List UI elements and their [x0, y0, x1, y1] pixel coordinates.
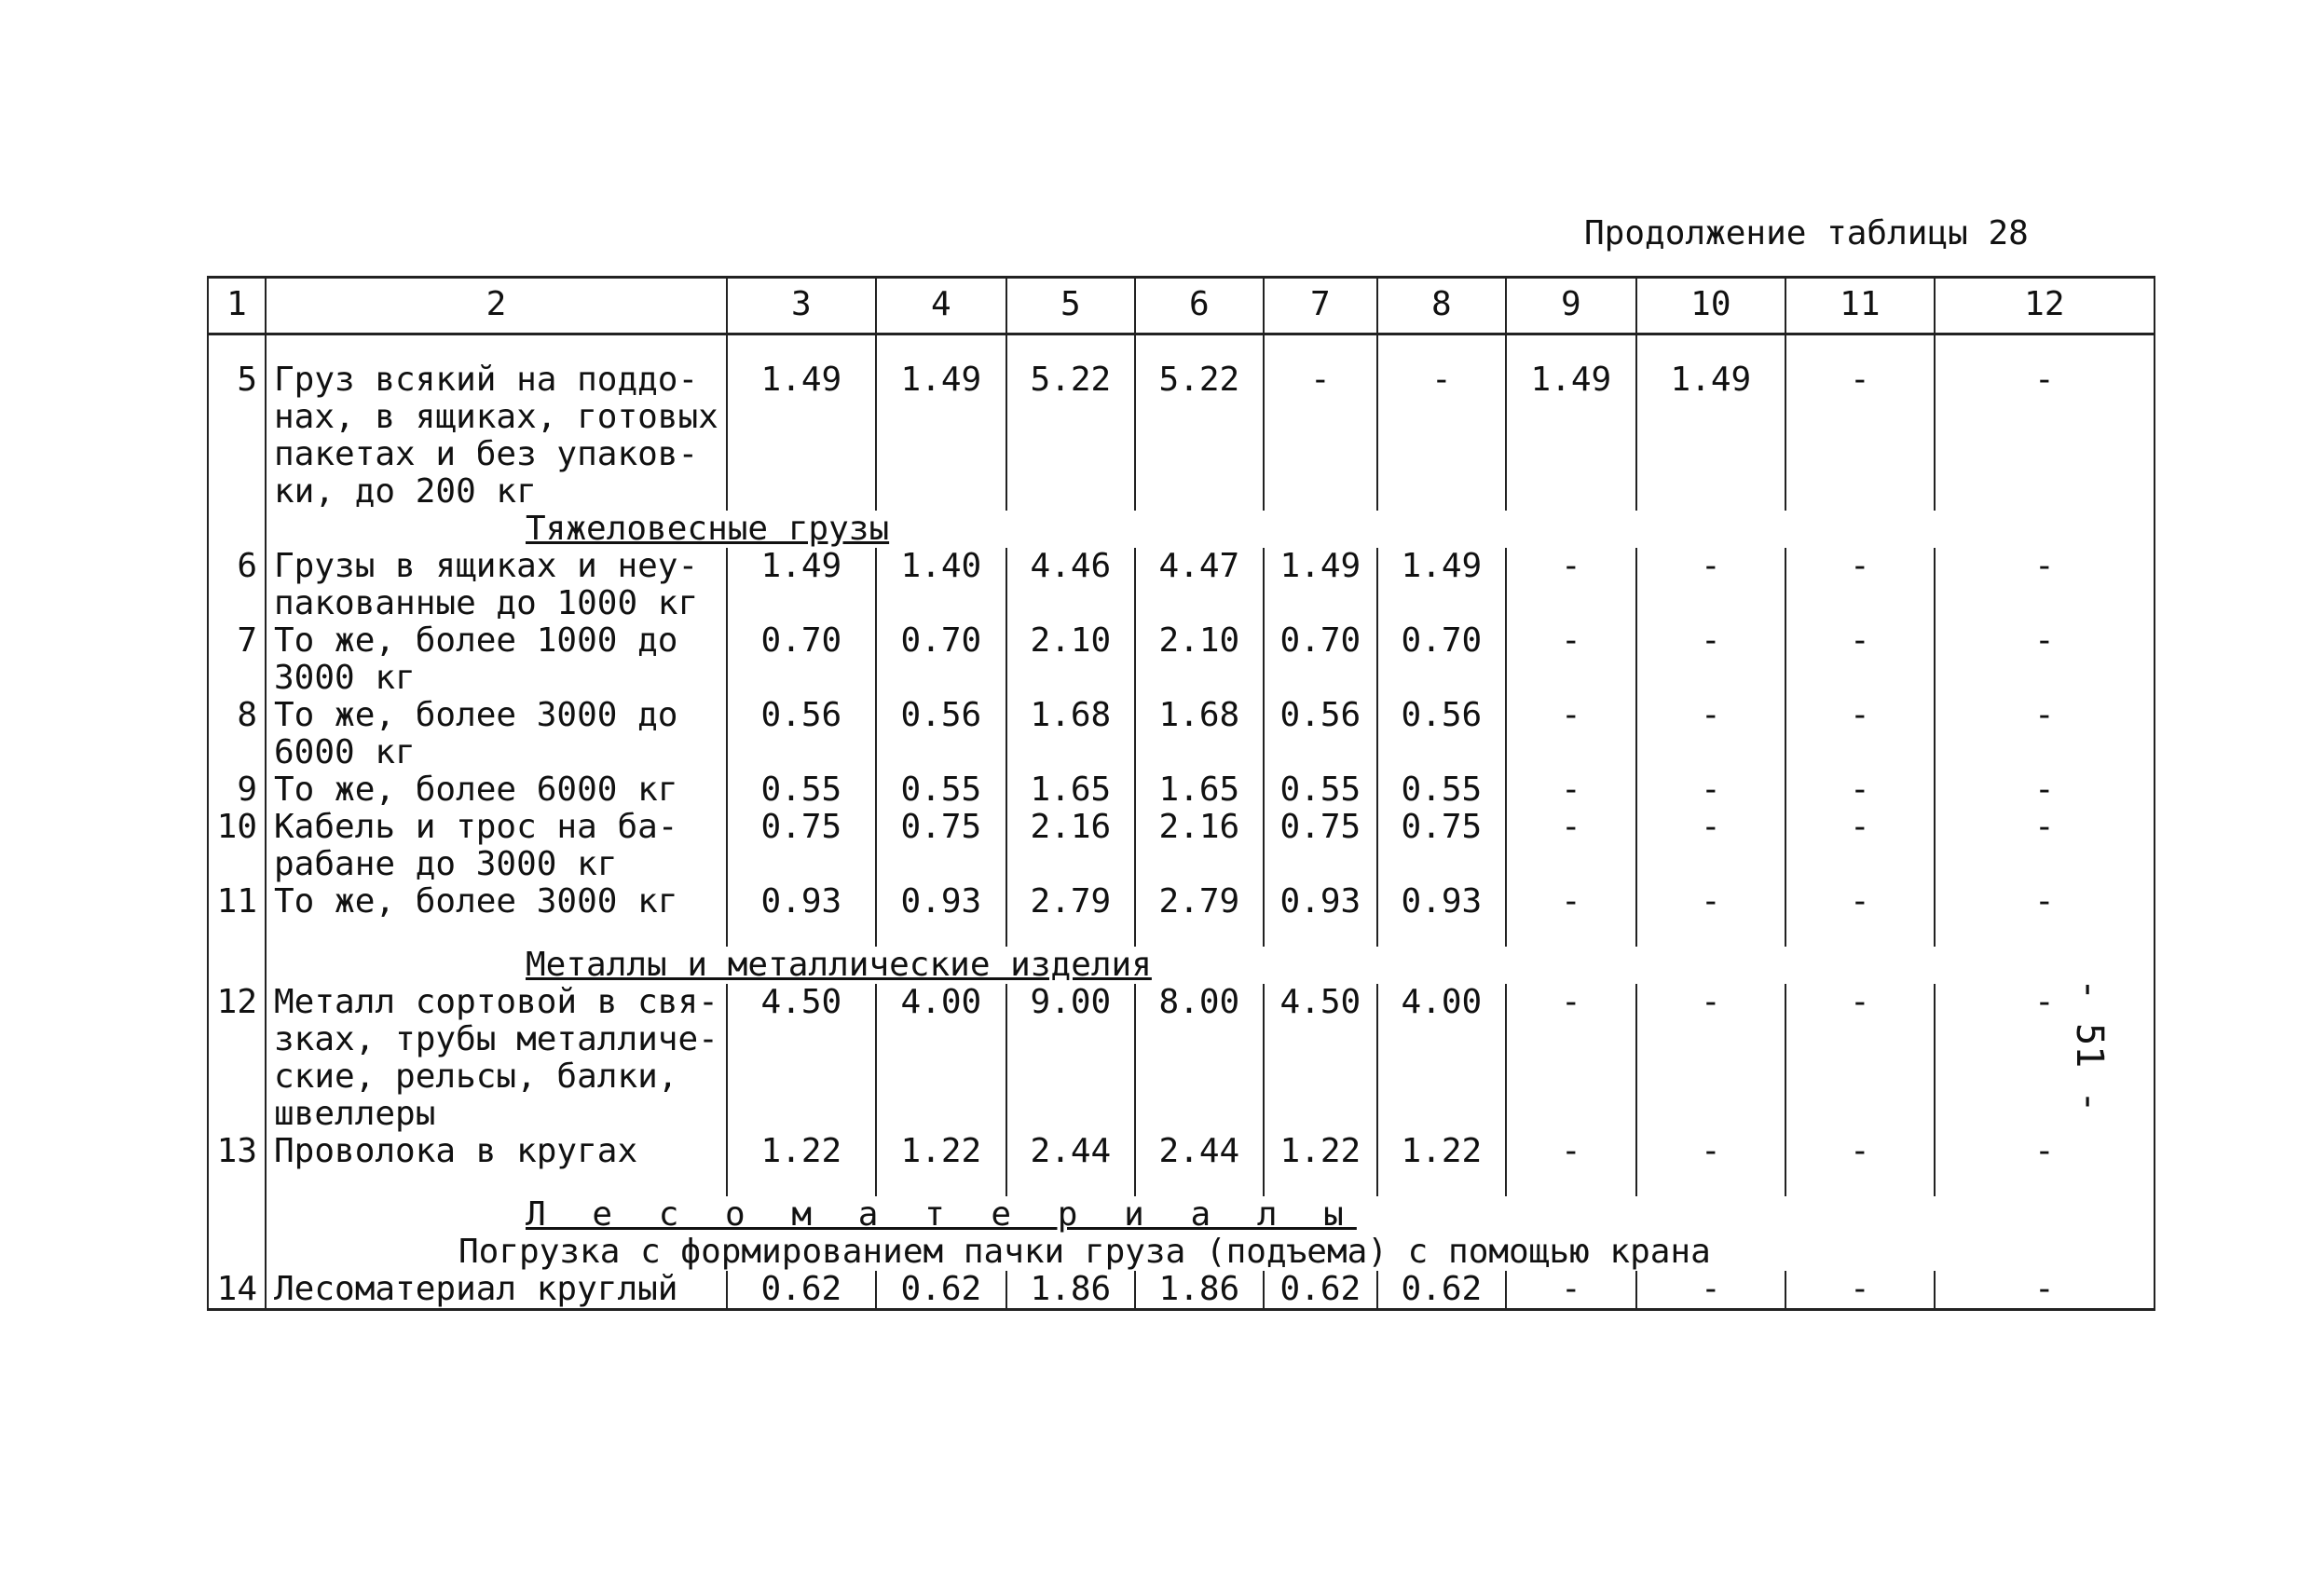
description-line: Лесоматериал круглый — [274, 1270, 678, 1308]
value-cell: 1.86 — [1006, 1271, 1135, 1310]
table-row — [208, 984, 2155, 1133]
row-number: 7 — [208, 622, 266, 697]
page-number: - 51 - — [2068, 978, 2111, 1113]
value-cell: - — [1636, 809, 1785, 883]
value-cell: 1.22 — [876, 1133, 1006, 1170]
value-cell: 0.62 — [727, 1271, 876, 1310]
value-cell: - — [1785, 771, 1935, 809]
value-cell: - — [1636, 883, 1785, 921]
value-cell: 0.75 — [1264, 809, 1377, 883]
description-line: Груз всякий на поддо- — [274, 361, 699, 399]
value-cell: 0.56 — [727, 697, 876, 771]
value-cell: 1.49 — [1264, 548, 1377, 622]
section-row — [208, 511, 2155, 548]
value-cell: 4.00 — [1377, 984, 1506, 1133]
value-cell: - — [1935, 984, 2155, 1133]
value-cell: 0.70 — [727, 622, 876, 697]
row-number: 13 — [208, 1133, 266, 1170]
value-cell: - — [1785, 622, 1935, 697]
value-cell: 0.70 — [1264, 622, 1377, 697]
value-cell: - — [1785, 548, 1935, 622]
row-number: 5 — [208, 361, 266, 511]
row-number: 6 — [208, 548, 266, 622]
value-cell: - — [1935, 697, 2155, 771]
value-cell: 4.46 — [1006, 548, 1135, 622]
value-cell: - — [1935, 1133, 2155, 1170]
row-number: 8 — [208, 697, 266, 771]
value-cell: - — [1506, 883, 1636, 921]
row-description — [266, 984, 727, 1133]
value-cell: 0.55 — [727, 771, 876, 809]
description-line: пакетах и без упаков- — [274, 435, 699, 473]
description-line: Металл сортовой в свя- — [274, 983, 718, 1021]
row-description — [266, 548, 727, 622]
description-line: Грузы в ящиках и неу- — [274, 547, 699, 585]
value-cell: - — [1785, 697, 1935, 771]
value-cell: - — [1935, 548, 2155, 622]
table-row — [208, 622, 2155, 697]
row-number: 12 — [208, 984, 266, 1133]
norms-table — [207, 276, 2155, 1311]
value-cell: 2.10 — [1135, 622, 1264, 697]
section-heading-metals: Металлы и металлические изделия — [266, 947, 2155, 984]
value-cell: 1.49 — [727, 361, 876, 511]
value-cell: 0.70 — [1377, 622, 1506, 697]
column-header: 2 — [266, 286, 727, 334]
value-cell: 1.49 — [727, 548, 876, 622]
column-header: 4 — [876, 286, 1006, 334]
value-cell: - — [1636, 548, 1785, 622]
value-cell: 4.00 — [876, 984, 1006, 1133]
description-line: швеллеры — [274, 1095, 436, 1133]
value-cell: 9.00 — [1006, 984, 1135, 1133]
value-cell: 2.10 — [1006, 622, 1135, 697]
value-cell: 0.55 — [876, 771, 1006, 809]
description-line: нах, в ящиках, готовых — [274, 398, 718, 436]
row-number: 9 — [208, 771, 266, 809]
row-number: 14 — [208, 1271, 266, 1310]
value-cell: 1.65 — [1135, 771, 1264, 809]
table-header-row — [208, 286, 2155, 334]
value-cell: 1.49 — [1506, 361, 1636, 511]
row-description — [266, 1133, 727, 1170]
value-cell: - — [1935, 1271, 2155, 1310]
value-cell: 2.44 — [1006, 1133, 1135, 1170]
value-cell: 1.86 — [1135, 1271, 1264, 1310]
value-cell: 8.00 — [1135, 984, 1264, 1133]
row-description — [266, 809, 727, 883]
description-line: ки, до 200 кг — [274, 472, 537, 511]
value-cell: 1.49 — [876, 361, 1006, 511]
table-row — [208, 1271, 2155, 1310]
description-line: То же, более 1000 до — [274, 621, 678, 660]
table-row — [208, 361, 2155, 511]
value-cell: - — [1636, 1271, 1785, 1310]
value-cell: - — [1506, 809, 1636, 883]
table-caption: Продолжение таблицы 28 — [1584, 214, 2029, 252]
value-cell: - — [1506, 697, 1636, 771]
column-header: 10 — [1636, 286, 1785, 334]
value-cell: - — [1377, 361, 1506, 511]
value-cell: - — [1785, 1271, 1935, 1310]
value-cell: 4.50 — [727, 984, 876, 1133]
value-cell: 0.93 — [1264, 883, 1377, 921]
row-description — [266, 771, 727, 809]
value-cell: 0.75 — [727, 809, 876, 883]
value-cell: 1.49 — [1636, 361, 1785, 511]
value-cell: 1.65 — [1006, 771, 1135, 809]
description-line: пакованные до 1000 кг — [274, 584, 699, 622]
column-header: 8 — [1377, 286, 1506, 334]
value-cell: 0.93 — [727, 883, 876, 921]
row-number: 11 — [208, 883, 266, 921]
description-line: зках, трубы металличе- — [274, 1020, 718, 1058]
value-cell: - — [1935, 771, 2155, 809]
value-cell: 0.56 — [1264, 697, 1377, 771]
value-cell: 0.70 — [876, 622, 1006, 697]
value-cell: 1.22 — [1264, 1133, 1377, 1170]
description-line: рабане до 3000 кг — [274, 845, 618, 883]
table-row — [208, 883, 2155, 921]
description-line: То же, более 3000 до — [274, 696, 678, 734]
value-cell: 0.93 — [1377, 883, 1506, 921]
section-row — [208, 1234, 2155, 1271]
value-cell: - — [1636, 984, 1785, 1133]
row-description — [266, 1271, 727, 1310]
row-description — [266, 622, 727, 697]
value-cell: - — [1506, 548, 1636, 622]
table-row — [208, 771, 2155, 809]
spacer-row — [208, 334, 2155, 362]
value-cell: 0.62 — [876, 1271, 1006, 1310]
column-header: 6 — [1135, 286, 1264, 334]
value-cell: - — [1935, 622, 2155, 697]
value-cell: - — [1506, 984, 1636, 1133]
table-row — [208, 697, 2155, 771]
description-line: Кабель и трос на ба- — [274, 808, 678, 846]
value-cell: - — [1506, 771, 1636, 809]
value-cell: 0.56 — [1377, 697, 1506, 771]
description-line: 3000 кг — [274, 659, 416, 697]
value-cell: - — [1785, 361, 1935, 511]
value-cell: 5.22 — [1006, 361, 1135, 511]
value-cell: 2.16 — [1135, 809, 1264, 883]
value-cell: - — [1785, 984, 1935, 1133]
value-cell: 0.62 — [1264, 1271, 1377, 1310]
column-header: 7 — [1264, 286, 1377, 334]
description-line: ские, рельсы, балки, — [274, 1057, 678, 1096]
value-cell: 5.22 — [1135, 361, 1264, 511]
spacer-row — [208, 1170, 2155, 1196]
value-cell: 0.75 — [1377, 809, 1506, 883]
value-cell: 4.47 — [1135, 548, 1264, 622]
value-cell: - — [1935, 809, 2155, 883]
value-cell: 0.55 — [1377, 771, 1506, 809]
value-cell: 1.22 — [1377, 1133, 1506, 1170]
value-cell: - — [1506, 1133, 1636, 1170]
value-cell: - — [1935, 361, 2155, 511]
column-header: 9 — [1506, 286, 1636, 334]
section-row — [208, 947, 2155, 984]
table-row — [208, 809, 2155, 883]
value-cell: 1.40 — [876, 548, 1006, 622]
description-line: Проволока в кругах — [274, 1132, 638, 1170]
value-cell: 1.22 — [727, 1133, 876, 1170]
section-row — [208, 1196, 2155, 1234]
description-line: 6000 кг — [274, 733, 416, 771]
value-cell: 0.75 — [876, 809, 1006, 883]
table-row — [208, 548, 2155, 622]
row-description — [266, 697, 727, 771]
value-cell: 2.16 — [1006, 809, 1135, 883]
value-cell: 0.62 — [1377, 1271, 1506, 1310]
value-cell: 2.79 — [1006, 883, 1135, 921]
value-cell: - — [1636, 1133, 1785, 1170]
row-description — [266, 361, 727, 511]
value-cell: 1.68 — [1135, 697, 1264, 771]
value-cell: 1.49 — [1377, 548, 1506, 622]
value-cell: - — [1506, 1271, 1636, 1310]
value-cell: 0.55 — [1264, 771, 1377, 809]
column-header: 11 — [1785, 286, 1935, 334]
value-cell: - — [1636, 697, 1785, 771]
column-header: 5 — [1006, 286, 1135, 334]
value-cell: 1.68 — [1006, 697, 1135, 771]
value-cell: 0.56 — [876, 697, 1006, 771]
description-line: То же, более 3000 кг — [274, 882, 678, 921]
row-number: 10 — [208, 809, 266, 883]
description-line: То же, более 6000 кг — [274, 771, 678, 809]
value-cell: - — [1264, 361, 1377, 511]
value-cell: - — [1785, 883, 1935, 921]
value-cell: 2.79 — [1135, 883, 1264, 921]
value-cell: 0.93 — [876, 883, 1006, 921]
section-heading-heavy: Тяжеловесные грузы — [266, 511, 2155, 548]
value-cell: - — [1636, 622, 1785, 697]
section-heading-timber: Л е с о м а т е р и а л ы — [266, 1196, 2155, 1234]
table-row — [208, 1133, 2155, 1170]
column-header: 12 — [1935, 286, 2155, 334]
row-description — [266, 883, 727, 921]
value-cell: - — [1935, 883, 2155, 921]
column-header: 1 — [208, 286, 266, 334]
spacer-row — [208, 921, 2155, 947]
column-header: 3 — [727, 286, 876, 334]
value-cell: - — [1636, 771, 1785, 809]
value-cell: - — [1785, 1133, 1935, 1170]
value-cell: - — [1785, 809, 1935, 883]
value-cell: - — [1506, 622, 1636, 697]
value-cell: 4.50 — [1264, 984, 1377, 1133]
section-subheading-timber: Погрузка с формированием пачки груза (подъема) с помощью крана — [266, 1234, 2155, 1271]
value-cell: 2.44 — [1135, 1133, 1264, 1170]
